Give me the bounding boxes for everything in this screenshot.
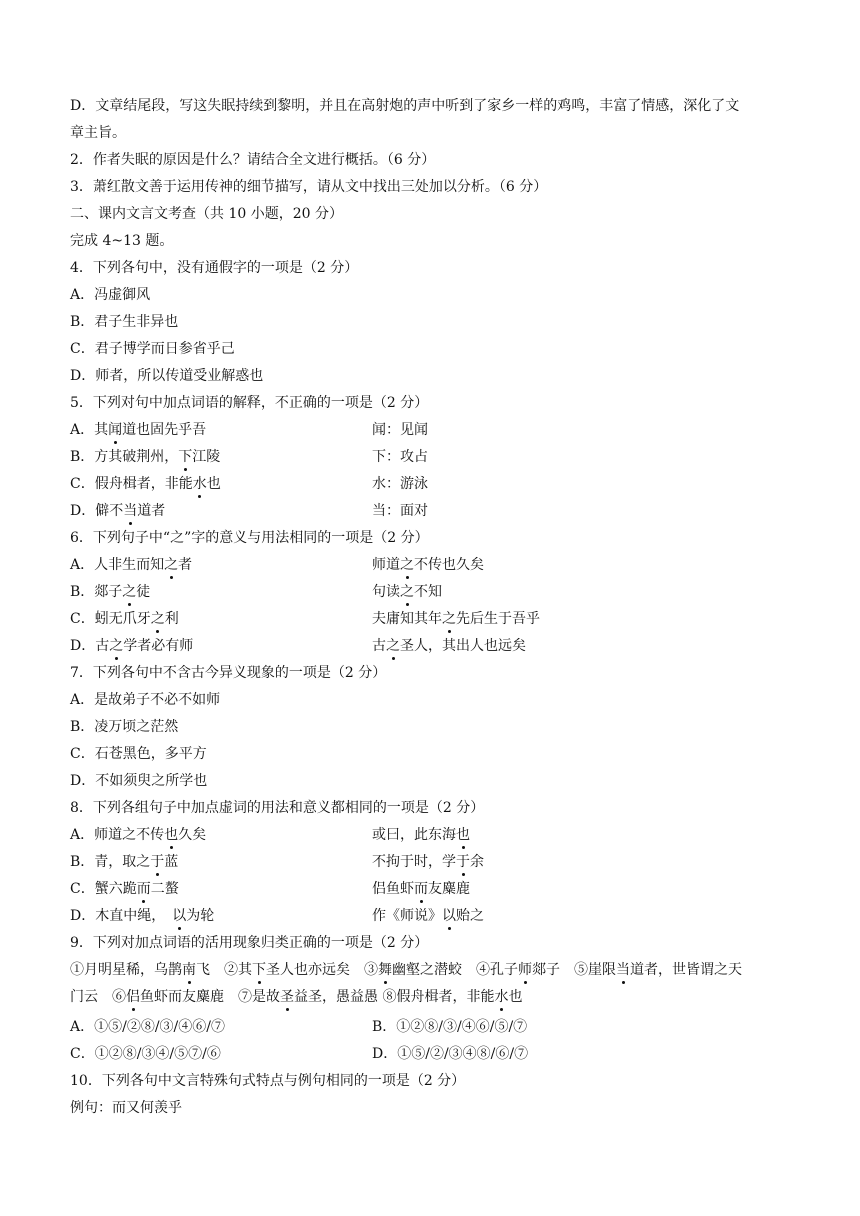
dotted-word: 之 (109, 638, 124, 654)
q4-option-c: C．君子博学而日参省乎己 (70, 341, 235, 357)
dotted-word: 当 (123, 503, 138, 519)
text-segment: 道也固先乎吾 (122, 422, 207, 438)
q6-option-c-right (372, 609, 540, 629)
q8-option-d (70, 906, 214, 926)
text-segment: 利 (164, 611, 179, 627)
text-segment: 师道 (372, 557, 400, 573)
text-segment: 不知 (414, 584, 442, 600)
q5-option-b-explanation: 下：攻占 (372, 449, 428, 465)
q5-option-a (70, 420, 206, 440)
text-segment: 也 (508, 989, 523, 1005)
dotted-word: 水 (494, 989, 509, 1005)
text-segment: 久矣 (178, 827, 207, 843)
q6-option-a-right (372, 555, 484, 575)
text-segment: 幽壑之潜蛟 ④孔子 (392, 962, 518, 978)
dotted-word: 以 (172, 908, 187, 924)
text-segment: 余 (470, 854, 484, 870)
question-7-stem: 7．下列各句中不含古今异义现象的一项是（2 分） (70, 665, 387, 681)
q6-option-c (70, 609, 179, 629)
text-segment: 鱼虾而友麋鹿 ⑦是故 (140, 989, 280, 1005)
text-segment: D．僻不 (70, 503, 124, 519)
q5-option-d-explanation: 当：面对 (372, 503, 428, 519)
q7-option-a: A．是故弟子不必不如师 (70, 692, 221, 708)
text-segment: A．人非生而知 (70, 557, 165, 573)
text-segment: 侣鱼虾 (372, 881, 414, 897)
dotted-word: 于 (150, 854, 165, 870)
text-segment: 者 (178, 557, 193, 573)
q8-option-a-right (372, 825, 470, 845)
text-segment: D．古 (70, 638, 110, 654)
text-segment: 徒 (136, 584, 151, 600)
dotted-word: 而 (414, 881, 428, 897)
q5-option-a-explanation: 闻：见闻 (372, 422, 428, 438)
text-segment: 蓝 (164, 854, 179, 870)
q10-example: 例句：而又何羡乎 (70, 1100, 182, 1116)
q7-option-d: D．不如须臾之所学也 (70, 773, 208, 789)
q9-option-b: B．①②⑧/③/④⑥/⑤/⑦ (372, 1019, 528, 1035)
q4-option-a: A．冯虚御风 (70, 287, 151, 303)
text-segment: C．假舟楫者，非能 (70, 476, 193, 492)
text-segment: B．方其破荆州， (70, 449, 179, 465)
q8-option-b-right (372, 852, 484, 872)
text-segment: 句读 (372, 584, 400, 600)
text-segment: 贻之 (456, 908, 484, 924)
text-segment: 郯子 ⑤崖限 (532, 962, 616, 978)
q6-option-d (70, 636, 193, 656)
text-segment: 作《师说》 (372, 908, 442, 924)
text-segment: C．蚓无爪牙 (70, 611, 151, 627)
q8-option-a (70, 825, 206, 845)
dotted-word: 而 (136, 881, 151, 897)
dotted-word: 水 (192, 476, 207, 492)
text-segment: 圣人，其出人也远矣 (400, 638, 526, 654)
text-segment: 飞 ②其 (196, 962, 252, 978)
text-segment: 圣人也亦远矣 ③ (266, 962, 378, 978)
q5-option-d (70, 501, 165, 521)
text-segment: C．蟹六跪 (70, 881, 137, 897)
question-4-stem: 4．下列各句中，没有通假字的一项是（2 分） (70, 260, 359, 276)
dotted-word: 侣 (126, 989, 140, 1005)
dotted-word: 以 (442, 908, 456, 924)
q8-option-b (70, 852, 178, 872)
text-segment: 学者必有师 (123, 638, 194, 654)
text-segment: A．师道之不传 (70, 827, 165, 843)
section-2-heading: 二、课内文言文考查（共 10 小题，20 分） (70, 206, 343, 222)
dotted-word: 圣 (280, 989, 294, 1005)
q1-option-d-line1: D．文章结尾段，写这失眠持续到黎明，并且在高射炮的声中听到了家乡一样的鸡鸣，丰富了情感，深化了文 (70, 98, 740, 114)
q7-option-b: B．凌万顷之茫然 (70, 719, 179, 735)
dotted-word: 当 (616, 962, 630, 978)
q5-option-c (70, 474, 221, 494)
dotted-word: 之 (442, 611, 456, 627)
q8-option-c (70, 879, 179, 899)
q5-option-c-explanation: 水：游泳 (372, 476, 428, 492)
text-segment: B．青，取之 (70, 854, 151, 870)
question-10-stem: 10．下列各句中文言特殊句式特点与例句相同的一项是（2 分） (70, 1073, 466, 1089)
q1-option-d-line2: 章主旨。 (70, 125, 126, 141)
q6-option-b (70, 582, 150, 602)
text-segment: 为轮 (186, 908, 215, 924)
q7-option-c: C．石苍黑色，多平方 (70, 746, 207, 762)
q4-option-d: D．师者，所以传道受业解惑也 (70, 368, 264, 384)
dotted-word: 舞 (378, 962, 392, 978)
text-segment: 二螯 (150, 881, 179, 897)
question-9-stem: 9．下列对加点词语的活用现象归类正确的一项是（2 分） (70, 935, 429, 951)
dotted-word: 之 (150, 611, 165, 627)
q9-option-d: D．①⑤/②/③④⑧/⑥/⑦ (372, 1046, 529, 1062)
dotted-word: 之 (400, 584, 414, 600)
text-segment: 益圣，愚益愚 ⑧假舟楫者，非能 (294, 989, 495, 1005)
dotted-word: 下 (252, 962, 266, 978)
text-segment: 先后生于吾乎 (456, 611, 540, 627)
question-6-stem: 6．下列句子中“之”字的意义与用法相同的一项是（2 分） (70, 530, 429, 546)
text-segment: 门云 ⑥ (70, 989, 126, 1005)
text-segment: 古 (372, 638, 386, 654)
q6-option-d-right (372, 636, 526, 656)
q6-option-b-right (372, 582, 442, 602)
q9-option-c: C．①②⑧/③④/⑤⑦/⑥ (70, 1046, 221, 1062)
question-8-stem: 8．下列各组句子中加点虚词的用法和意义都相同的一项是（2 分） (70, 800, 485, 816)
text-segment: 不拘于时，学 (372, 854, 456, 870)
dotted-word: 也 (456, 827, 470, 843)
dotted-word: 于 (456, 854, 470, 870)
dotted-word: 闻 (108, 422, 123, 438)
text-segment: 友麋鹿 (428, 881, 470, 897)
q8-option-c-right (372, 879, 470, 899)
text-segment: 或曰，此东海 (372, 827, 456, 843)
text-segment: ①月明星稀，乌鹊 (70, 962, 182, 978)
text-segment: A．其 (70, 422, 109, 438)
text-segment: 夫庸知其年 (372, 611, 442, 627)
q4-option-b: B．君子生非异也 (70, 314, 179, 330)
question-3: 3．萧红散文善于运用传神的细节描写，请从文中找出三处加以分析。（6 分） (70, 179, 548, 195)
dotted-word: 师 (518, 962, 532, 978)
q6-option-a (70, 555, 192, 575)
q5-option-b (70, 447, 220, 467)
section-2-note: 完成 4~13 题。 (70, 233, 174, 249)
text-segment: 道者，世皆谓之天 (630, 962, 742, 978)
text-segment: 江陵 (192, 449, 221, 465)
dotted-word: 之 (386, 638, 400, 654)
dotted-word: 之 (400, 557, 414, 573)
q9-option-a: A．①⑤/②⑧/③/④⑥/⑦ (70, 1019, 225, 1035)
text-segment: B．郯子 (70, 584, 123, 600)
q8-option-d-right (372, 906, 484, 926)
text-segment: 也 (206, 476, 221, 492)
q9-items-line2 (70, 987, 522, 1007)
dotted-word: 下 (178, 449, 193, 465)
dotted-word: 南 (182, 962, 196, 978)
dotted-word: 也 (164, 827, 179, 843)
question-5-stem: 5．下列对句中加点词语的解释，不正确的一项是（2 分） (70, 395, 429, 411)
question-2: 2．作者失眠的原因是什么？请结合全文进行概括。（6 分） (70, 152, 436, 168)
dotted-word: 之 (164, 557, 179, 573)
text-segment: 不传也久矣 (414, 557, 484, 573)
text-segment: D．木直中绳， (70, 908, 173, 924)
q9-items-line1 (70, 960, 742, 980)
dotted-word: 之 (122, 584, 137, 600)
text-segment: 道者 (137, 503, 166, 519)
